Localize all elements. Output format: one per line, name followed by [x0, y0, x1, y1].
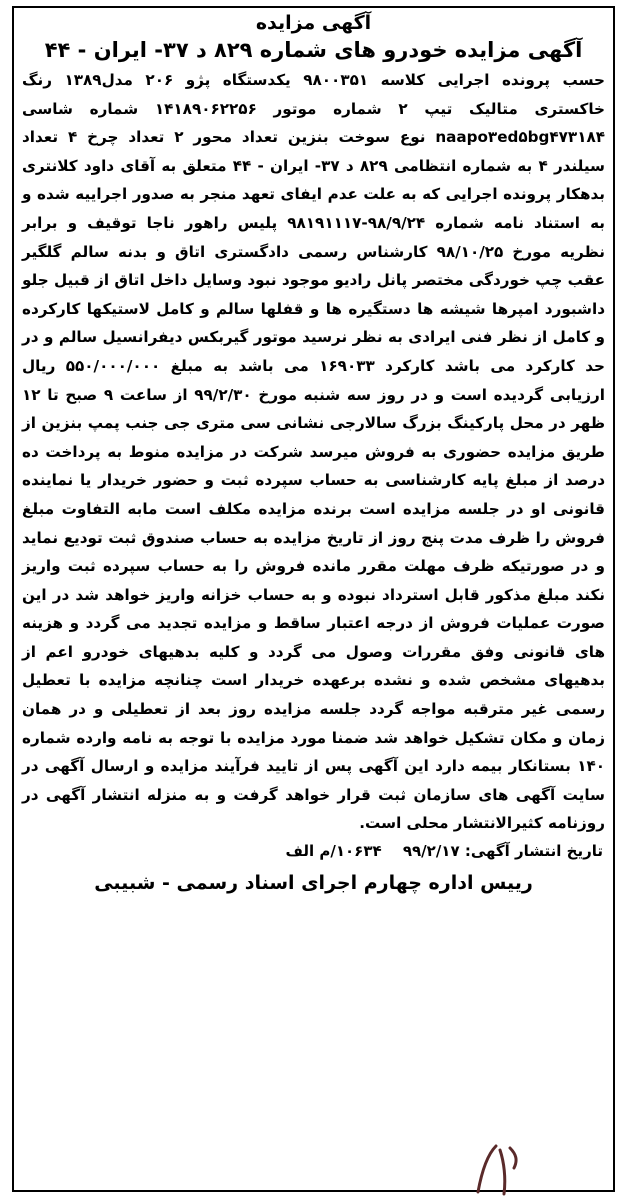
- pen-mark-icon: [470, 1140, 530, 1196]
- reference-number: ۱۰۶۳۴/م الف: [285, 842, 382, 861]
- publish-info: [14, 838, 613, 864]
- publish-date: تاریخ انتشار آگهی: ۹۹/۲/۱۷: [402, 842, 603, 861]
- signature-line: رییس اداره چهارم اجرای اسناد رسمی - شبیبی: [94, 872, 533, 895]
- notice-headline: آگهی مزایده خودرو های شماره ۸۲۹ د ۳۷- ایران - ۴۴: [44, 38, 583, 62]
- notice-frame: [12, 6, 615, 1192]
- notice-label: آگهی مزایده: [255, 12, 372, 34]
- notice-body: حسب پرونده اجرایی کلاسه ۹۸۰۰۳۵۱ یکدستگاه پژو ۲۰۶ مدل۱۳۸۹ رنگ خاکستری متالیک تیپ ۲ شماره موتور ۱۴۱۸۹۰۶۲۲۵۶ شماره شاسی naapo۳ed۵bg۴۷۳۱۸۴ نوع سوخت بنزین تعداد محور ۲ تعداد چرخ ۴ تعداد سیلندر ۴ به شماره انتظامی ۸۲۹ د ۳۷- ایران - ۴۴ متعلق به آقای داود کلانتری بدهکار پرونده اجرایی که به علت عدم ایفای تعهد منجر به صدور اجراییه شده و به استناد نامه شماره ۹۸/۹/۲۴-۹۸۱۹۱۱۱۷ پلیس راهور ناجا توقیف و برابر نظریه مورخ ۹۸/۱۰/۲۵ کارشناس رسمی دادگستری اتاق و بدنه سالم گلگیر عقب چپ خوردگی مختصر پانل رادیو موجود نبود وسایل داخل اتاق از قبیل جلو داشبورد امپرها شیشه ها دستگیره ها و قفلها سالم و کامل لاستیکها کارکرده و کامل از نظر فنی ایرادی به نظر نرسید موتور گیربکس دیفرانسیل سالم و در حد کارکرد می باشد کارکرد ۱۶۹۰۳۳ می باشد به مبلغ ۵۵۰/۰۰۰/۰۰۰ ریال ارزیابی گردیده است و در روز سه شنبه مورخ ۹۹/۲/۳۰ از ساعت ۹ صبح تا ۱۲ ظهر در محل پارکینگ بزرگ سالارجی نشانی سی متری جی جنب پمپ بنزین از طریق مزایده حضوری به فروش میرسد شرکت در مزایده منوط به پرداخت ده درصد از مبلغ پایه کارشناسی به حساب سپرده ثبت و حضور خریدار یا نماینده قانونی او در جلسه مزایده است برنده مزایده مکلف است مابه التفاوت مبلغ فروش را ظرف مدت پنج روز از تاریخ مزایده به حساب صندوق ثبت تودیع نماید و در صورتیکه ظرف مهلت مقرر مانده فروش را به حساب سپرده ثبت واریز نکند مبلغ مذکور قابل استرداد نبوده و به حساب خزانه واریز خواهد شد در این صورت عملیات فروش از درجه اعتبار ساقط و مزایده تجدید می گردد و هزینه های قانونی وفق مقررات وصول می گردد و کلیه بدهیهای خودرو اعم از بدهیهای مشخص شده و نشده برعهده خریدار است چنانچه مزایده با تعطیل رسمی غیر مترقبه مواجه گردد جلسه مزایده روز بعد از تعطیلی و در همان زمان و مکان تشکیل خواهد شد ضمنا مورد مزایده با توجه به نامه وارده شماره ۱۴۰ بستانکار بیمه دارد این آگهی پس از تایید فرآیند مزایده و ارسال آگهی در سایت آگهی های سازمان ثبت قرار خواهد گرفت و به منزله انتشار آگهی در روزنامه کثیرالانتشار محلی است.: [22, 71, 606, 833]
